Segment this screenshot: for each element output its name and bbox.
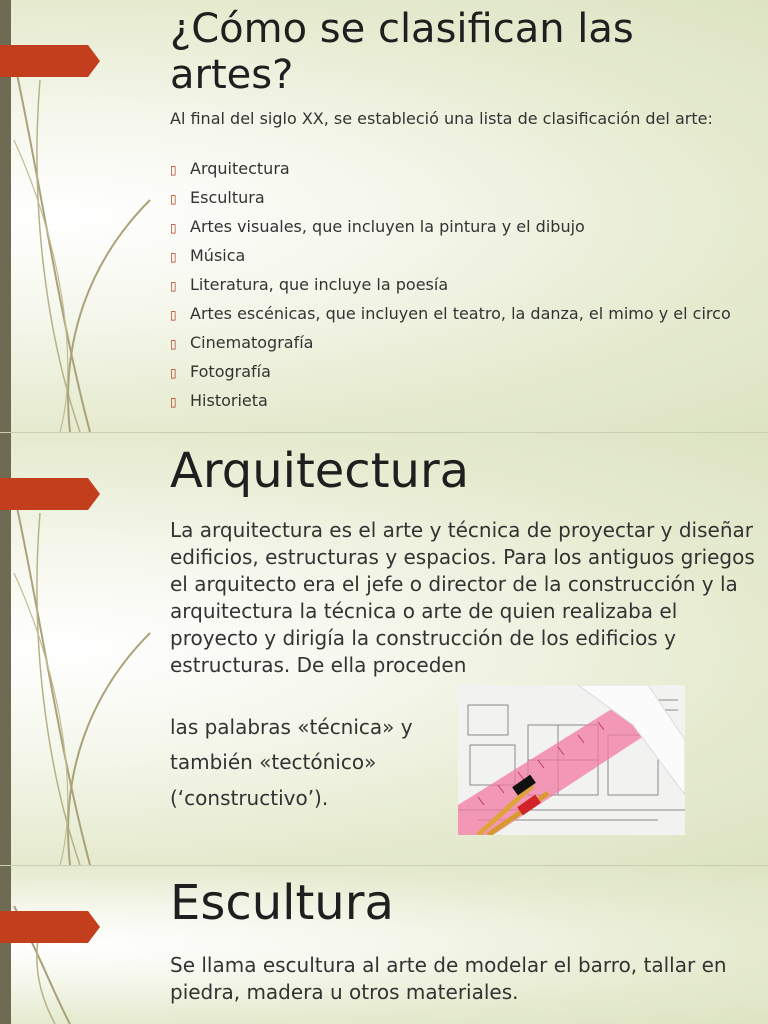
- list-item: ▯ Literatura, que incluye la poesía: [170, 274, 745, 295]
- arquitectura-paragraph: La arquitectura es el arte y técnica de proyectar y diseñar edificios, estructuras y espacios. Para los antiguos griegos el arquitecto era el jefe o director de la construcción y la arquitectura la técnica o arte de quien realizaba el proyecto y dirigía la construcción de los edificios y estructuras. De ella proceden: [170, 518, 755, 677]
- intro-text: Al final del siglo XX, se estableció una lista de clasificación del arte:: [170, 109, 713, 128]
- decorative-stems: [0, 866, 170, 1024]
- arquitectura-line: las palabras «técnica» y: [170, 715, 413, 739]
- bullet-icon: ▯: [170, 221, 177, 235]
- accent-arrow: [0, 45, 100, 77]
- list-item: ▯ Escultura: [170, 187, 745, 208]
- bullet-icon: ▯: [170, 366, 177, 380]
- arts-list: [170, 158, 745, 419]
- slide-title: ¿Cómo se clasifican las artes?: [170, 6, 634, 98]
- list-item: ▯ Historieta: [170, 390, 745, 411]
- arquitectura-line: también «tectónico»: [170, 750, 377, 774]
- list-item: ▯ Cinematografía: [170, 332, 745, 353]
- bullet-icon: ▯: [170, 250, 177, 264]
- accent-arrow: [0, 911, 100, 943]
- slide-1: [0, 0, 768, 432]
- list-item: ▯ Arquitectura: [170, 158, 745, 179]
- list-item: ▯ Fotografía: [170, 361, 745, 382]
- bullet-icon: ▯: [170, 192, 177, 206]
- accent-arrow: [0, 478, 100, 510]
- bullet-icon: ▯: [170, 163, 177, 177]
- bullet-icon: ▯: [170, 337, 177, 351]
- architecture-blueprint-image: [458, 685, 685, 835]
- list-item: ▯ Artes visuales, que incluyen la pintura y el dibujo: [170, 216, 745, 237]
- list-item: ▯ Música: [170, 245, 745, 266]
- list-item: ▯ Artes escénicas, que incluyen el teatro, la danza, el mimo y el circo: [170, 303, 745, 324]
- section-title-escultura: Escultura: [170, 875, 394, 931]
- bullet-icon: ▯: [170, 395, 177, 409]
- bullet-icon: ▯: [170, 279, 177, 293]
- section-title-arquitectura: Arquitectura: [170, 443, 470, 499]
- escultura-paragraph: Se llama escultura al arte de modelar el barro, tallar en piedra, madera u otros materiales.: [170, 953, 727, 1004]
- bullet-icon: ▯: [170, 308, 177, 322]
- arquitectura-line: (‘constructivo’).: [170, 786, 329, 810]
